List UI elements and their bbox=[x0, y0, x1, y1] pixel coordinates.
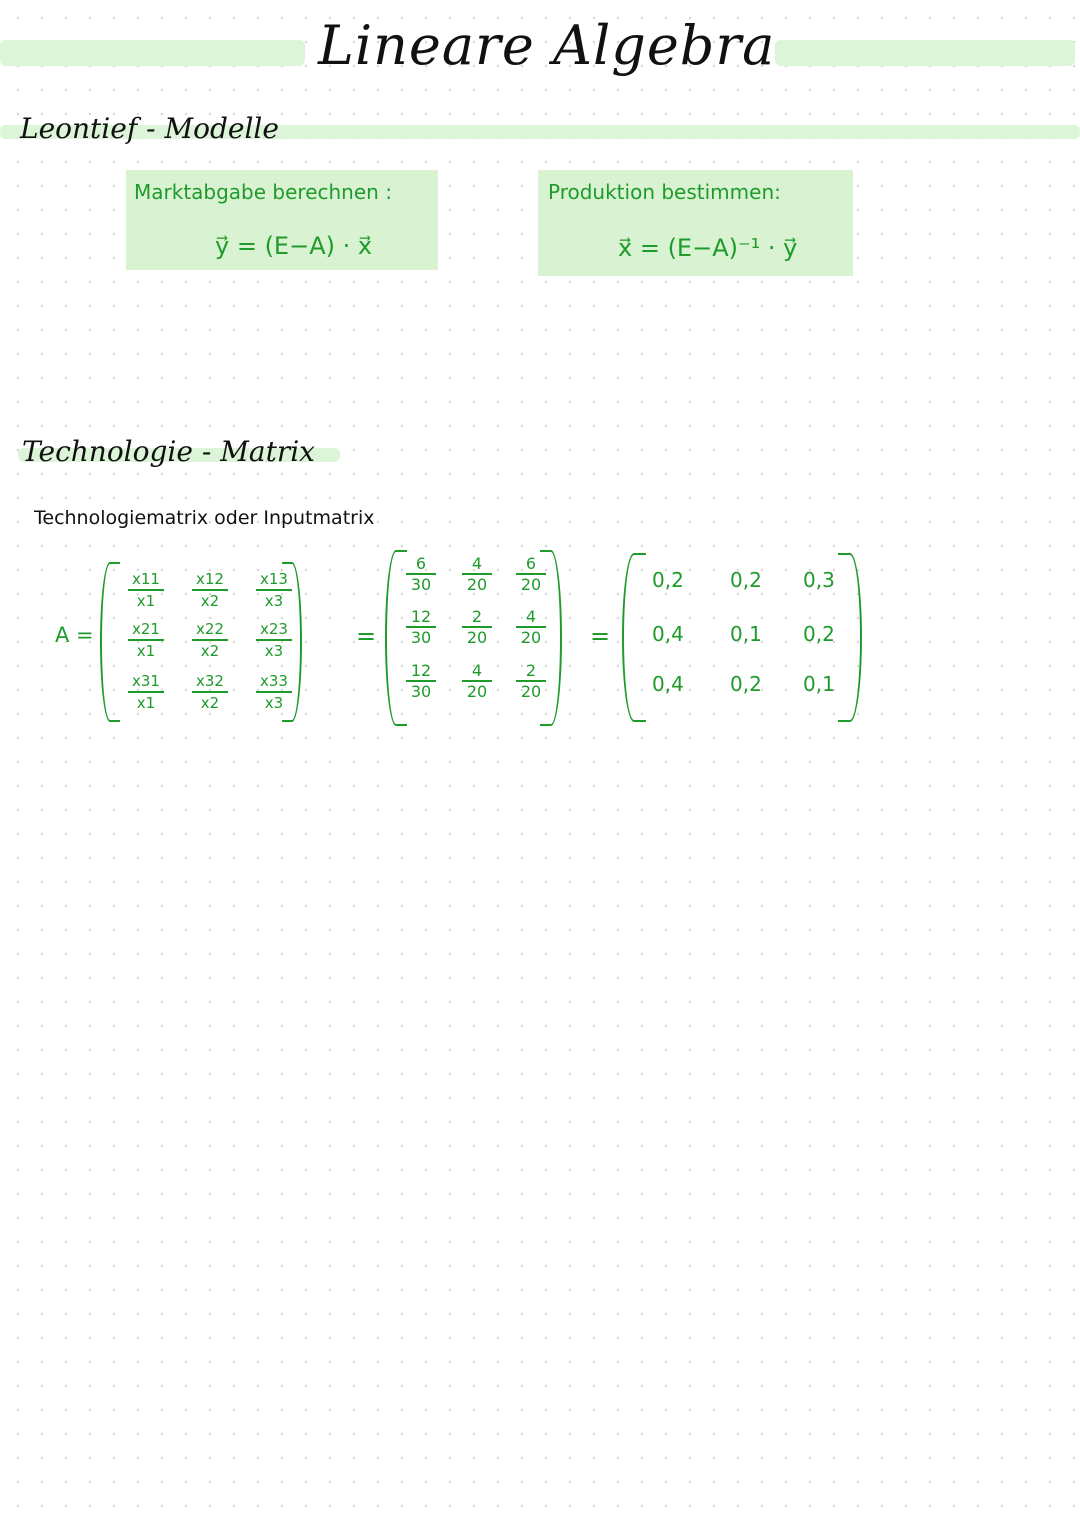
symbolic-numerator: x21 bbox=[132, 620, 160, 638]
symbolic-denominator: x2 bbox=[200, 592, 220, 610]
fraction-denominator: 20 bbox=[520, 682, 542, 701]
fraction-numerator: 2 bbox=[471, 607, 483, 626]
fraction-numerator: 4 bbox=[525, 607, 537, 626]
symbolic-cell-2-1 bbox=[128, 620, 164, 660]
fraction-denominator: 20 bbox=[466, 575, 488, 594]
marktabgabe-formula: y⃗ = (E−A) · x⃗ bbox=[215, 232, 373, 260]
fraction-numerator: 6 bbox=[525, 554, 537, 573]
fraction-numerator: 4 bbox=[471, 661, 483, 680]
decimal-cell-2-2: 0,1 bbox=[730, 622, 762, 646]
fraction-denominator: 20 bbox=[520, 628, 542, 647]
symbolic-cell-1-1 bbox=[128, 570, 164, 610]
fraction-cell-1-1 bbox=[406, 555, 436, 593]
decimal-cell-1-3: 0,3 bbox=[803, 568, 835, 592]
fraction-bar bbox=[256, 589, 292, 591]
fraction-denominator: 20 bbox=[466, 682, 488, 701]
matrix-decimals-left-paren bbox=[622, 553, 646, 722]
matrix-fractions-left-paren bbox=[385, 550, 407, 726]
fraction-denominator: 20 bbox=[466, 628, 488, 647]
symbolic-cell-3-2 bbox=[192, 672, 228, 712]
fraction-cell-2-3 bbox=[516, 608, 546, 646]
decimal-cell-3-3: 0,1 bbox=[803, 672, 835, 696]
fraction-cell-2-1 bbox=[406, 608, 436, 646]
decimal-cell-1-1: 0,2 bbox=[652, 568, 684, 592]
fraction-denominator: 30 bbox=[410, 682, 432, 701]
fraction-denominator: 30 bbox=[410, 628, 432, 647]
fraction-cell-3-3 bbox=[516, 662, 546, 700]
matrix-label: A = bbox=[55, 623, 94, 647]
symbolic-denominator: x1 bbox=[136, 694, 156, 712]
produktion-label: Produktion bestimmen: bbox=[548, 180, 781, 204]
fraction-bar bbox=[192, 589, 228, 591]
decimal-cell-3-1: 0,4 bbox=[652, 672, 684, 696]
symbolic-cell-2-3 bbox=[256, 620, 292, 660]
fraction-numerator: 6 bbox=[415, 554, 427, 573]
technologie-heading: Technologie - Matrix bbox=[22, 435, 315, 468]
symbolic-denominator: x1 bbox=[136, 642, 156, 660]
fraction-denominator: 20 bbox=[520, 575, 542, 594]
symbolic-denominator: x3 bbox=[264, 642, 284, 660]
symbolic-numerator: x13 bbox=[260, 570, 288, 588]
fraction-bar bbox=[192, 639, 228, 641]
fraction-numerator: 12 bbox=[410, 661, 432, 680]
matrix-symbolic-left-paren bbox=[100, 562, 120, 722]
symbolic-numerator: x31 bbox=[132, 672, 160, 690]
symbolic-denominator: x3 bbox=[264, 694, 284, 712]
fraction-bar bbox=[256, 639, 292, 641]
symbolic-cell-3-1 bbox=[128, 672, 164, 712]
symbolic-cell-1-2 bbox=[192, 570, 228, 610]
produktion-formula: x⃗ = (E−A)⁻¹ · y⃗ bbox=[618, 234, 798, 262]
symbolic-numerator: x32 bbox=[196, 672, 224, 690]
fraction-bar bbox=[128, 589, 164, 591]
symbolic-numerator: x22 bbox=[196, 620, 224, 638]
symbolic-cell-1-3 bbox=[256, 570, 292, 610]
symbolic-numerator: x33 bbox=[260, 672, 288, 690]
fraction-cell-1-3 bbox=[516, 555, 546, 593]
decimal-cell-3-2: 0,2 bbox=[730, 672, 762, 696]
symbolic-denominator: x3 bbox=[264, 592, 284, 610]
fraction-bar bbox=[128, 639, 164, 641]
fraction-bar bbox=[128, 691, 164, 693]
symbolic-cell-3-3 bbox=[256, 672, 292, 712]
title-band-right bbox=[775, 40, 1075, 66]
symbolic-denominator: x1 bbox=[136, 592, 156, 610]
fraction-bar bbox=[256, 691, 292, 693]
equals-sign-1: = bbox=[356, 622, 377, 650]
fraction-bar bbox=[192, 691, 228, 693]
symbolic-numerator: x11 bbox=[132, 570, 160, 588]
fraction-cell-3-2 bbox=[462, 662, 492, 700]
symbolic-denominator: x2 bbox=[200, 642, 220, 660]
fraction-cell-3-1 bbox=[406, 662, 436, 700]
fraction-cell-1-2 bbox=[462, 555, 492, 593]
fraction-cell-2-2 bbox=[462, 608, 492, 646]
matrix-decimals-right-paren bbox=[838, 553, 862, 722]
decimal-cell-1-2: 0,2 bbox=[730, 568, 762, 592]
page-title: Lineare Algebra bbox=[318, 14, 776, 77]
equals-sign-2: = bbox=[590, 622, 611, 650]
symbolic-numerator: x12 bbox=[196, 570, 224, 588]
marktabgabe-label: Marktabgabe berechnen : bbox=[134, 180, 392, 204]
fraction-numerator: 12 bbox=[410, 607, 432, 626]
technologie-subtitle: Technologiematrix oder Inputmatrix bbox=[34, 507, 375, 529]
symbolic-numerator: x23 bbox=[260, 620, 288, 638]
title-band-left bbox=[0, 40, 305, 66]
decimal-cell-2-1: 0,4 bbox=[652, 622, 684, 646]
fraction-numerator: 4 bbox=[471, 554, 483, 573]
fraction-denominator: 30 bbox=[410, 575, 432, 594]
fraction-numerator: 2 bbox=[525, 661, 537, 680]
decimal-cell-2-3: 0,2 bbox=[803, 622, 835, 646]
leontief-heading: Leontief - Modelle bbox=[20, 112, 279, 145]
symbolic-denominator: x2 bbox=[200, 694, 220, 712]
symbolic-cell-2-2 bbox=[192, 620, 228, 660]
